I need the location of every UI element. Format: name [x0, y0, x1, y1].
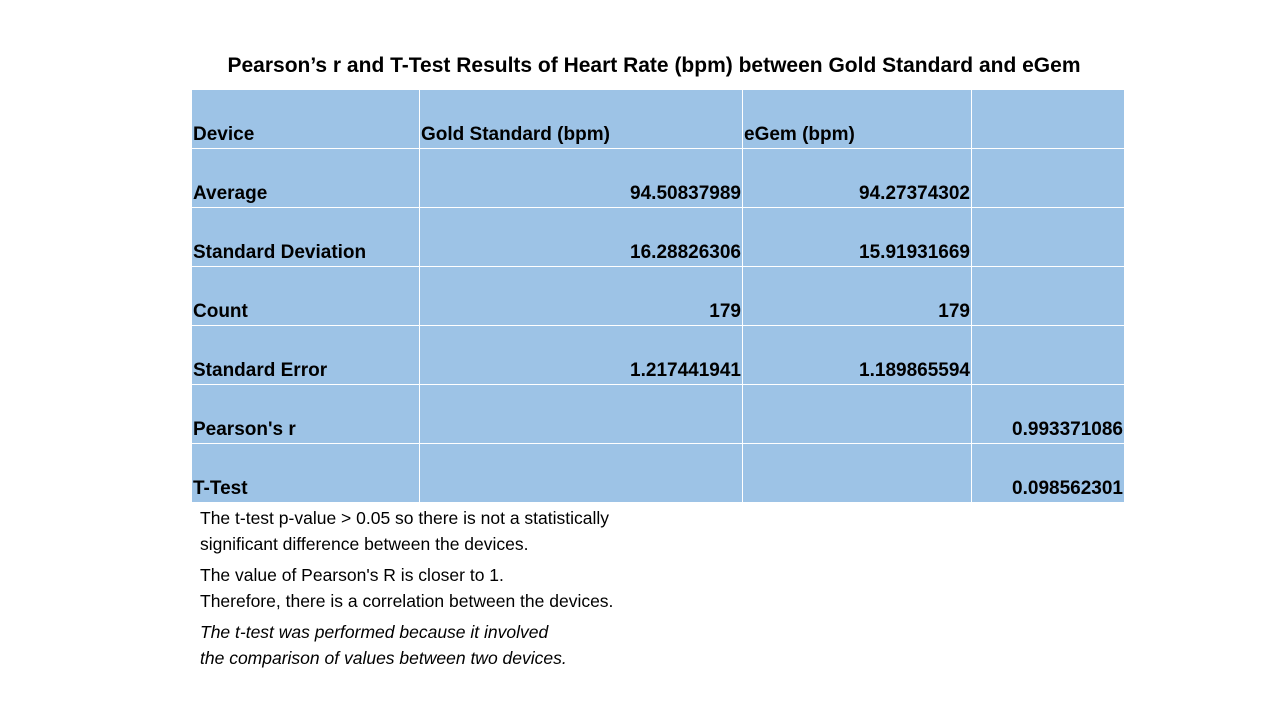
gold-standard-value [420, 444, 743, 503]
row-label: Standard Error [192, 326, 420, 385]
row-label: Pearson's r [192, 385, 420, 444]
result-value: 0.098562301 [972, 444, 1125, 503]
note-t-test-rationale [200, 619, 613, 671]
table-row-pearsons-r [192, 385, 1125, 444]
results-table [191, 89, 1125, 503]
note-t-test-significance [200, 505, 613, 557]
note-line: The value of Pearson's R is closer to 1. [200, 565, 504, 585]
table-row-count [192, 267, 1125, 326]
gold-standard-value: 16.28826306 [420, 208, 743, 267]
header-cell-result [972, 90, 1125, 149]
note-line: significant difference between the devices. [200, 534, 529, 554]
table-row-header [192, 90, 1125, 149]
row-label: Count [192, 267, 420, 326]
note-line: The t-test p-value > 0.05 so there is not a statistically [200, 508, 610, 528]
egem-value: 179 [743, 267, 972, 326]
table-row-standard-error [192, 326, 1125, 385]
gold-standard-value [420, 385, 743, 444]
header-cell-egem: eGem (bpm) [743, 90, 972, 149]
result-value [972, 208, 1125, 267]
slide-title: Pearson’s r and T-Test Results of Heart Rate (bpm) between Gold Standard and eGem [227, 54, 1081, 77]
gold-standard-value: 1.217441941 [420, 326, 743, 385]
egem-value [743, 444, 972, 503]
egem-value [743, 385, 972, 444]
row-label: Standard Deviation [192, 208, 420, 267]
egem-value: 94.27374302 [743, 149, 972, 208]
egem-value: 1.189865594 [743, 326, 972, 385]
note-pearson-correlation [200, 562, 613, 614]
header-cell-gold-standard: Gold Standard (bpm) [420, 90, 743, 149]
result-value: 0.993371086 [972, 385, 1125, 444]
table-row-standard-deviation [192, 208, 1125, 267]
note-line: The t-test was performed because it involved [200, 622, 549, 642]
result-value [972, 149, 1125, 208]
note-line: the comparison of values between two devices. [200, 648, 567, 668]
result-value [972, 326, 1125, 385]
table-row-t-test [192, 444, 1125, 503]
notes [200, 505, 613, 676]
note-line: Therefore, there is a correlation between the devices. [200, 591, 614, 611]
row-label: Average [192, 149, 420, 208]
result-value [972, 267, 1125, 326]
row-label: T-Test [192, 444, 420, 503]
gold-standard-value: 179 [420, 267, 743, 326]
header-cell-device: Device [192, 90, 420, 149]
table-row-average [192, 149, 1125, 208]
gold-standard-value: 94.50837989 [420, 149, 743, 208]
egem-value: 15.91931669 [743, 208, 972, 267]
